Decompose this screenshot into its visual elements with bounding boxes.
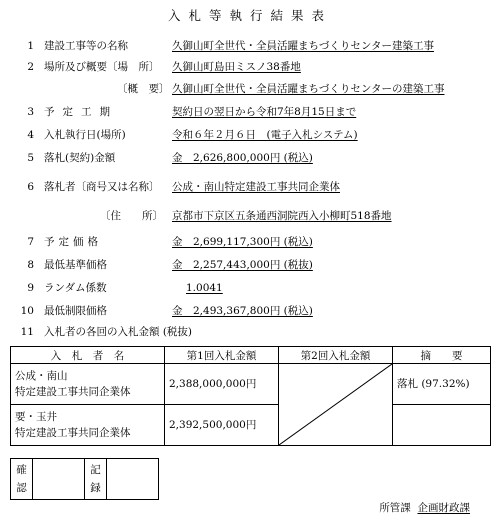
confirm-stamp-area[interactable] xyxy=(33,459,85,500)
confirm-label: 確認 xyxy=(11,459,33,500)
document-title: 入札等執行結果表 xyxy=(167,8,332,23)
bidder-type: 特定建設工事共同企業体 xyxy=(15,386,131,398)
item-label: 落札者〔商号又は名称〕 xyxy=(44,181,160,193)
item-value: 令和６年２月６日 (電子入札システム) xyxy=(172,129,358,141)
item-label: ランダム係数 xyxy=(44,282,107,294)
item-number: 1 xyxy=(27,40,34,52)
remarks-cell xyxy=(393,405,491,446)
item-value: 公成・南山特定建設工事共同企業体 xyxy=(172,181,340,193)
item-value: 金 2,257,443,000円 (税抜) xyxy=(172,259,313,271)
item-value: 金 2,626,800,000円 (税込) xyxy=(172,152,313,164)
header-round1: 第1回入札金額 xyxy=(165,347,279,364)
bidder-type: 特定建設工事共同企業体 xyxy=(15,427,131,439)
item-value: 金 2,699,117,300円 (税込) xyxy=(172,236,313,248)
bid-table xyxy=(10,346,491,446)
item-number: 2 xyxy=(27,61,34,73)
header-bidder: 入 札 者 名 xyxy=(11,347,165,364)
stamp-box xyxy=(10,458,159,500)
header-remarks: 摘 要 xyxy=(393,347,491,364)
diagonal-slash xyxy=(279,364,392,445)
bid-table-header xyxy=(11,347,491,364)
item-number: 6 xyxy=(27,181,34,193)
bidder-cell xyxy=(11,364,165,405)
item-label: 〔概 要〕 xyxy=(117,83,170,95)
item-number: 10 xyxy=(20,305,34,317)
round1-amount: 2,388,000,000円 xyxy=(165,364,279,405)
bidder-name: 公成・南山 xyxy=(15,370,68,382)
item-label: 落札(契約)金額 xyxy=(44,152,116,164)
item-number: 11 xyxy=(20,326,34,338)
bidder-cell xyxy=(11,405,165,446)
item-value: 金 2,493,367,800円 (税込) xyxy=(172,305,313,317)
item-value: 京都市下京区五条通西洞院西入小柳町518番地 xyxy=(172,210,392,222)
item-label: 場所及び概要〔場 所〕 xyxy=(44,61,160,73)
round1-amount: 2,392,500,000円 xyxy=(165,405,279,446)
record-label: 記録 xyxy=(85,459,107,500)
item-label: 最低基準価格 xyxy=(44,259,107,271)
item-label: 予定工期 xyxy=(44,106,118,118)
item-number: 7 xyxy=(27,236,34,248)
bidder-name: 要・玉井 xyxy=(15,411,57,423)
item-value: 1.0041 xyxy=(186,282,223,294)
record-stamp-area[interactable] xyxy=(107,459,159,500)
item-label: 〔住 所〕 xyxy=(100,210,163,222)
item-number: 4 xyxy=(27,129,34,141)
table-row xyxy=(11,405,491,446)
item-label: 入札執行日(場所) xyxy=(44,129,126,141)
table-row xyxy=(11,364,491,405)
department-label: 所管課 xyxy=(379,502,411,514)
item-value: 久御山町島田ミスノ38番地 xyxy=(172,61,301,73)
item-label: 予定価格 xyxy=(44,236,102,248)
item-number: 8 xyxy=(27,259,34,271)
item-number: 3 xyxy=(27,106,34,118)
item-label: 入札者の各回の入札金額 (税抜) xyxy=(44,326,193,338)
round2-amount xyxy=(279,364,393,446)
item-number: 5 xyxy=(27,152,34,164)
item-value: 久御山町全世代・全員活躍まちづくりセンターの建築工事 xyxy=(172,83,445,95)
item-label: 最低制限価格 xyxy=(44,305,107,317)
department-name: 企画財政課 xyxy=(417,502,470,514)
item-value: 契約日の翌日から令和7年8月15日まで xyxy=(172,106,357,118)
footer-department xyxy=(379,500,470,515)
item-value: 久御山町全世代・全員活躍まちづくりセンター建築工事 xyxy=(172,40,434,52)
item-label: 建設工事等の名称 xyxy=(44,40,128,52)
remarks-cell: 落札 (97.32%) xyxy=(393,364,491,405)
header-round2: 第2回入札金額 xyxy=(279,347,393,364)
item-number: 9 xyxy=(27,282,34,294)
